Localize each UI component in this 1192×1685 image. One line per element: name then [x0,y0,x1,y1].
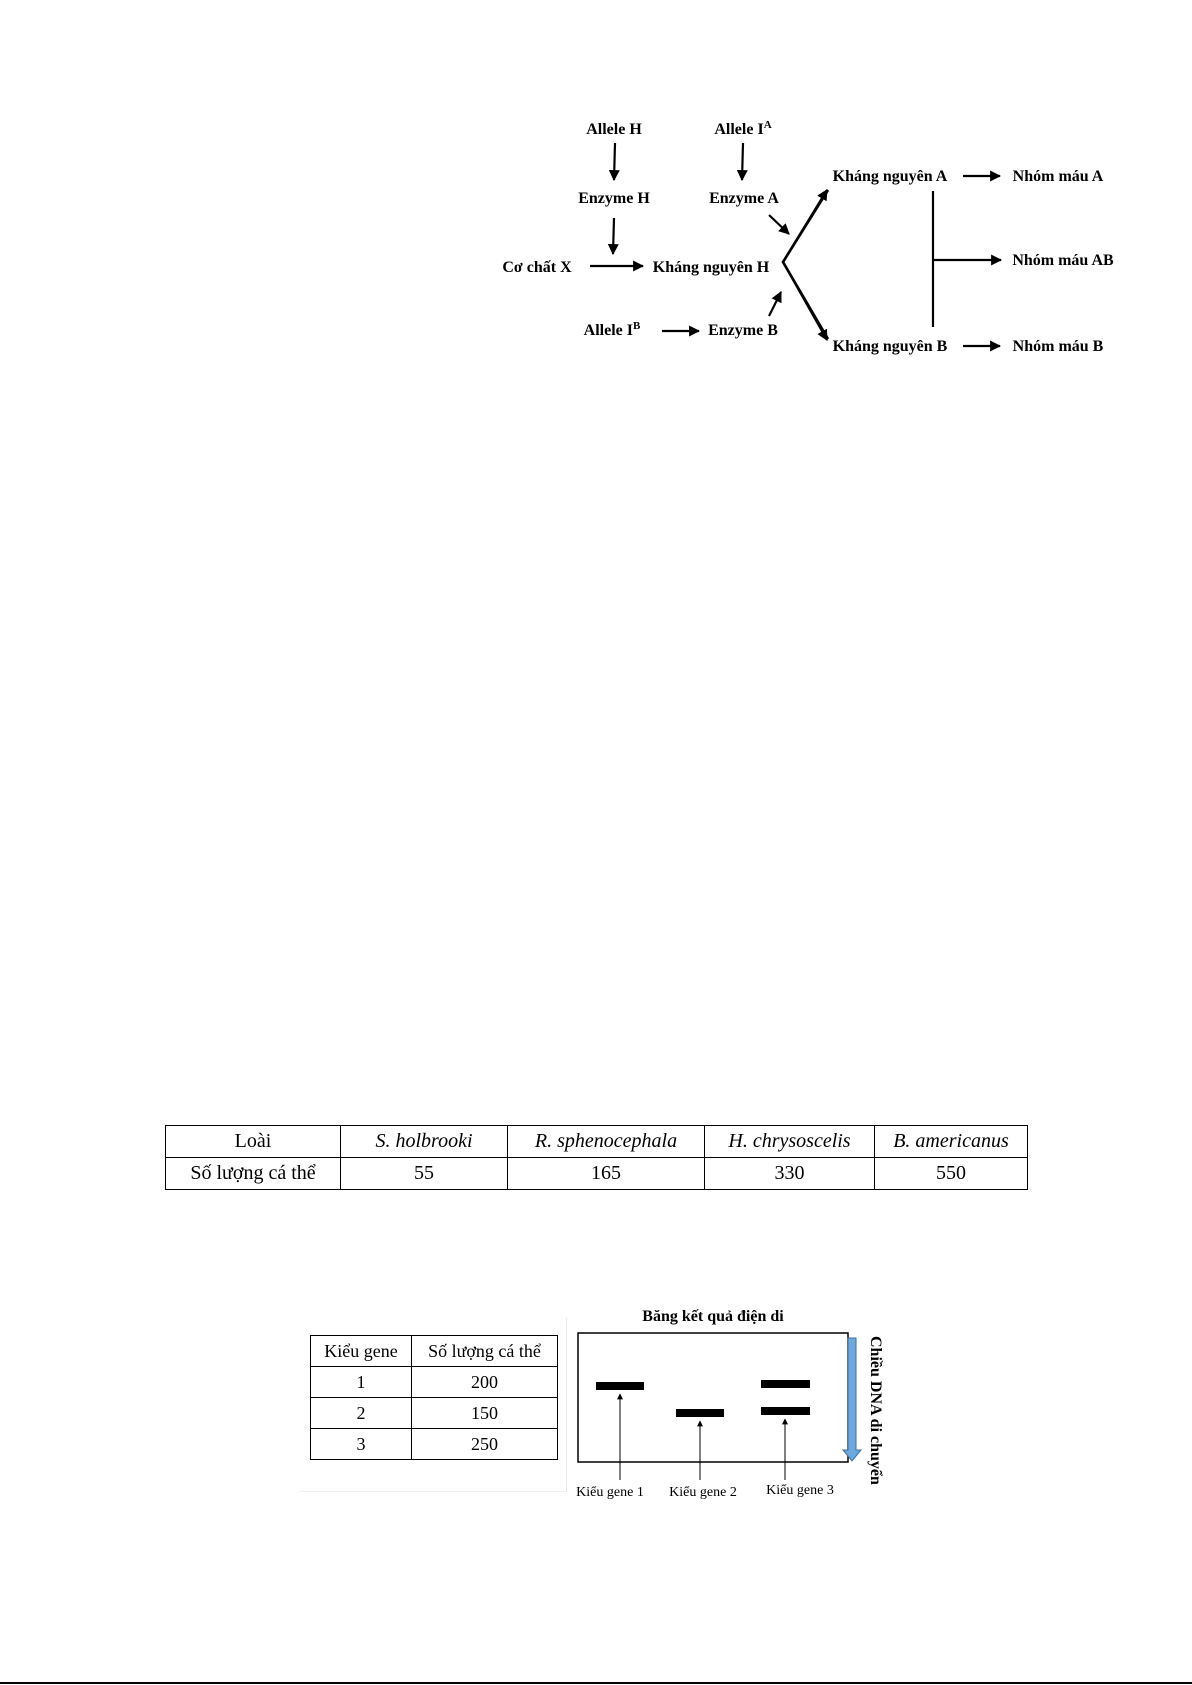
table-row [311,1367,558,1398]
table-row [311,1336,558,1367]
count-cell: 250 [412,1429,558,1460]
band-genotype-1 [596,1382,644,1390]
count-header: Số lượng cá thể [412,1336,558,1367]
blood-ab-label: Nhóm máu AB [1012,252,1114,269]
genotype-header: Kiểu gene [311,1336,412,1367]
count-cell: 165 [508,1158,705,1190]
footer-rule [0,1682,1192,1684]
enzyme-h-label: Enzyme H [578,190,650,207]
genotype-cell: 3 [311,1429,412,1460]
count-cell: 330 [705,1158,875,1190]
table-row [166,1158,1028,1190]
band-genotype-3-upper [761,1380,810,1388]
lane-label-2: Kiểu gene 2 [669,1485,737,1500]
dna-direction-label: Chiều DNA di chuyển [867,1336,884,1485]
allele-ib-label: Allele $I^B$ [583,320,641,339]
table-row [311,1429,558,1460]
count-row-header: Số lượng cá thể [166,1158,341,1190]
band-genotype-2 [676,1409,724,1417]
lane-label-3: Kiểu gene 3 [766,1483,834,1498]
band-genotype-3-lower [761,1407,810,1415]
lane-label-1: Kiểu gene 1 [576,1485,644,1500]
substrate-x-label: Cơ chất X [502,259,572,276]
enzyme-b-label: Enzyme B [708,322,778,339]
antigen-a-label: Kháng nguyên A [832,168,948,185]
count-cell: 550 [875,1158,1028,1190]
species-name-cell: H. chrysoscelis [705,1126,875,1158]
species-row-header: Loài [166,1126,341,1158]
species-name-cell: S. holbrooki [341,1126,508,1158]
genotype-count-table [310,1335,558,1460]
count-cell: 150 [412,1398,558,1429]
allele-ia-label: Allele $I^A$ [714,119,772,138]
gel-title: Băng kết quả điện di [642,1308,784,1325]
table-row [166,1126,1028,1158]
allele-h-label: Allele H [586,121,642,138]
species-name-cell: B. americanus [875,1126,1028,1158]
electrophoresis-figure [565,1300,905,1510]
species-name-cell: R. sphenocephala [508,1126,705,1158]
species-count-table [165,1125,1028,1190]
count-cell: 200 [412,1367,558,1398]
count-cell: 55 [341,1158,508,1190]
gel-frame [578,1333,848,1462]
genotype-cell: 1 [311,1367,412,1398]
table-row [311,1398,558,1429]
blood-group-diagram [0,0,1192,400]
antigen-b-label: Kháng nguyên B [832,338,948,355]
blood-a-label: Nhóm máu A [1012,168,1104,185]
blood-b-label: Nhóm máu B [1012,338,1104,355]
genotype-cell: 2 [311,1398,412,1429]
antigen-h-label: Kháng nguyên H [652,259,770,276]
enzyme-a-label: Enzyme A [709,190,779,207]
